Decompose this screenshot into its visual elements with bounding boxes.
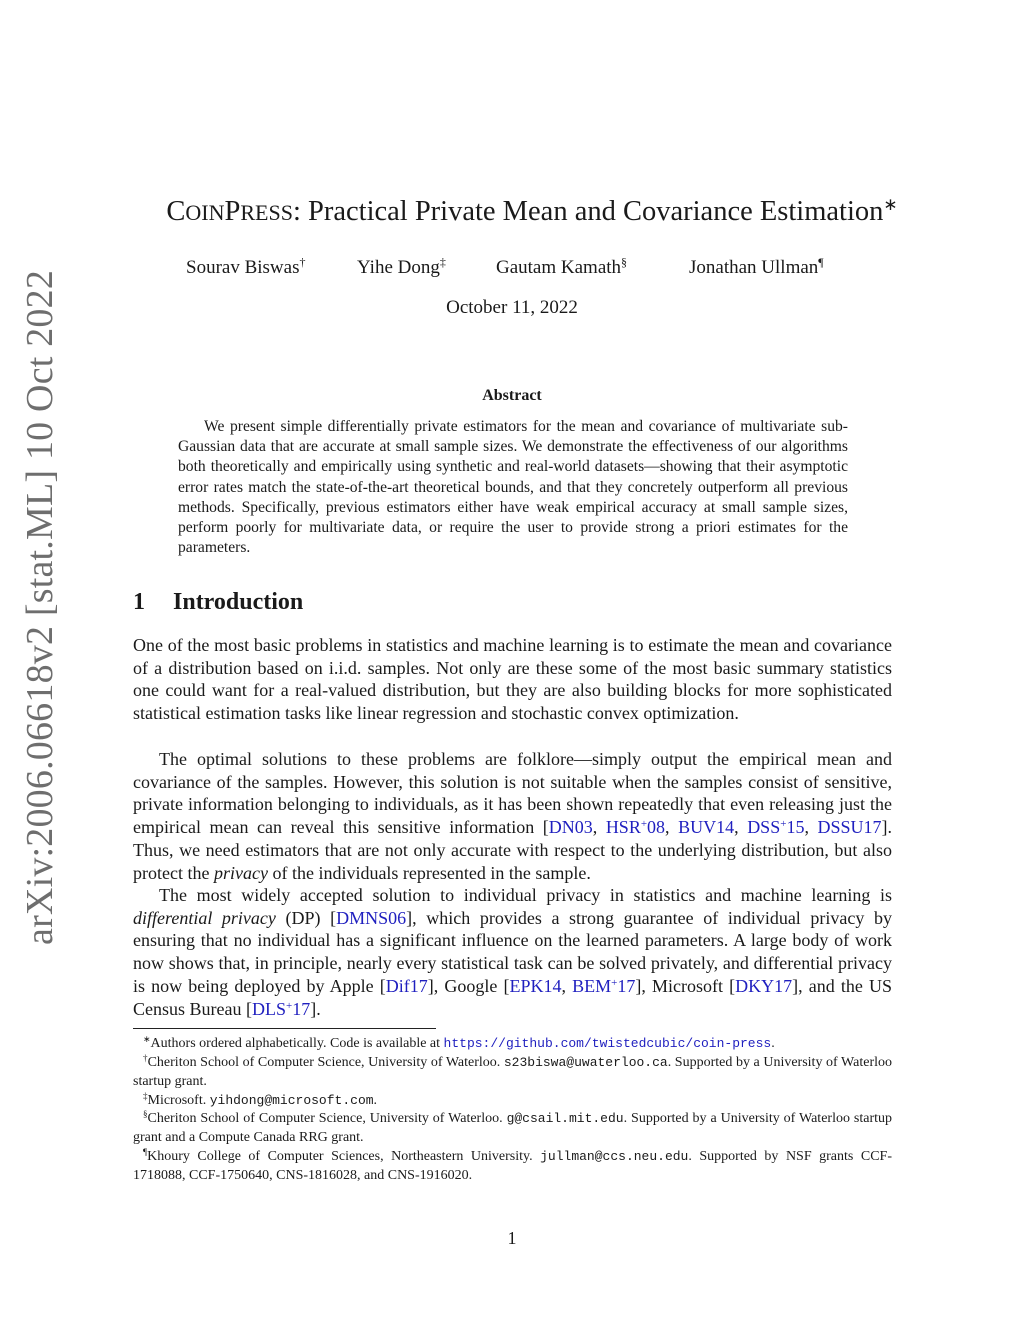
author-jonathan-ullman: [689, 257, 824, 279]
citation-hsr08[interactable]: [606, 817, 665, 837]
paragraph-text: of the individuals represented in the sample.: [267, 862, 591, 883]
footnote-mark: †: [143, 1053, 148, 1063]
footnote-text: Authors ordered alphabetically. Code is available at: [150, 1036, 444, 1051]
paragraph-text: ], Microsoft [: [635, 975, 736, 996]
footnote-text: Cheriton School of Computer Science, University of Waterloo.: [147, 1055, 504, 1070]
author-sourav-biswas: [186, 257, 305, 279]
footnote-3: [133, 1092, 892, 1111]
author-mark: ¶: [818, 255, 824, 269]
citation-dssu17[interactable]: DSSU17: [817, 817, 882, 838]
emphasis-differential-privacy: differential privacy: [133, 907, 276, 928]
paper-title: [0, 196, 1024, 228]
arxiv-identifier-stamp: arXiv:2006.06618v2 [stat.ML] 10 Oct 2022: [19, 269, 61, 945]
footnote-divider: [133, 1028, 436, 1029]
footnote-mark: ¶: [143, 1147, 148, 1157]
footnote-mark: ‡: [143, 1091, 148, 1101]
title-smallcaps-oin: OIN: [185, 200, 225, 225]
citation-bem17[interactable]: [572, 976, 635, 996]
citation-epk14[interactable]: EPK14: [509, 975, 562, 996]
author-email: s23biswa@uwaterloo.ca: [503, 1055, 668, 1070]
author-mark: †: [299, 255, 306, 269]
citation-text: DLS: [251, 998, 286, 1019]
citation-dss15[interactable]: [747, 817, 804, 837]
citation-sup: +: [286, 999, 293, 1012]
citation-text: 17: [617, 975, 636, 996]
abstract-body: We present simple differentially private estimators for the mean and covariance of multivariate sub-Gaussian data that are accurate at small sample sizes. We demonstrate the effectiveness of our algorithms both theoretically and empirically using synthetic and real-world datasets—showing that their asymptotic error rates match the state-of-the-art theoretical bounds, and that they concretely outperform all previous methods. Specifically, previous estimators either have weak empirical accuracy at small sample sizes, perform poorly for multivariate data, or require the user to provide strong a priori estimates for the parameters.: [178, 418, 848, 557]
paper-date: October 11, 2022: [446, 297, 578, 318]
footnote-5: [133, 1148, 892, 1185]
code-repository-link[interactable]: https://github.com/twistedcubic/coin-press: [443, 1036, 772, 1051]
footnote-mark: ∗: [143, 1034, 151, 1044]
abstract-heading: Abstract: [482, 387, 542, 404]
citation-text: 08: [647, 817, 666, 838]
footnote-text: Khoury College of Computer Sciences, Northeastern University.: [147, 1149, 541, 1164]
citation-text: HSR: [605, 817, 641, 838]
paragraph-text: (DP) [: [275, 907, 337, 928]
citation-sup: +: [780, 818, 787, 831]
author-name: Yihe Dong: [357, 257, 440, 278]
citation-buv14[interactable]: BUV14: [678, 817, 735, 838]
title-smallcaps-ress: RESS: [240, 200, 293, 225]
footnote-text: . Supported by a University of Waterloo startup grant and a Compute Canada RRG grant.: [133, 1111, 893, 1145]
citation-dls17[interactable]: [252, 999, 310, 1019]
footnote-1: [133, 1035, 892, 1054]
section-heading: [133, 589, 303, 616]
citation-sup: +: [640, 818, 648, 831]
intro-paragraph-2: [133, 748, 892, 884]
footnote-text: .: [771, 1036, 775, 1051]
paragraph-text: ].: [310, 998, 321, 1019]
title-smallcaps-c: C: [166, 196, 186, 227]
title-text: : Practical Private Mean and Covariance Estimation: [292, 196, 884, 227]
intro-paragraph-1: One of the most basic problems in statistics and machine learning is to estimate the mean and covariance of a distribution based on i.i.d. samples. Not only are these some of the most basic summary statistics one could want for a real-valued distribution, but they are also building blocks for more sophisticated statistical estimation tasks like linear regression and stochastic convex optimization.: [133, 635, 892, 724]
footnote-text: .: [373, 1093, 378, 1108]
paragraph-text: ], Google [: [427, 975, 510, 996]
author-yihe-dong: [357, 257, 446, 279]
paragraph-text: ], which provides a strong guarantee of individual privacy by ensuring that no individual has a significant influence on the learned parameters. A large body of work now shows that, in principle, nearly every statistical task can be solved privately, and differential privacy is now being deployed by Apple [: [133, 907, 892, 996]
footnote-4: [133, 1110, 892, 1147]
citation-separator: ,: [665, 817, 679, 838]
author-gautam-kamath: [496, 257, 627, 279]
citation-dn03[interactable]: DN03: [548, 817, 593, 838]
intro-paragraph-3: [133, 884, 892, 1020]
title-smallcaps-p: P: [224, 196, 241, 227]
author-name: Sourav Biswas: [186, 257, 300, 278]
citation-text: DSS: [747, 817, 781, 838]
author-name: Jonathan Ullman: [689, 257, 819, 278]
emphasis-privacy: privacy: [213, 862, 268, 883]
author-email: g@csail.mit.edu: [506, 1111, 624, 1126]
author-mark: §: [621, 255, 628, 269]
citation-dif17[interactable]: Dif17: [385, 975, 428, 996]
paragraph-text: The optimal solutions to these problems are folklore—simply output the empirical mean and covariance of the samples. However, this solution is not suitable when the samples consist of sensitive, private information belonging to individuals, as it has been shown repeatedly that even releasing just the empirical mean can reveal this sensitive information [: [133, 749, 892, 838]
citation-separator: ,: [592, 817, 606, 838]
author-email: jullman@ccs.neu.edu: [540, 1149, 689, 1164]
footnote-text: Microsoft.: [147, 1093, 210, 1108]
section-title: Introduction: [173, 589, 304, 615]
page-number: 1: [507, 1228, 517, 1248]
citation-separator: ,: [561, 975, 573, 996]
paragraph-text: ], and the US Census Bureau [: [133, 975, 893, 1019]
author-name: Gautam Kamath: [496, 257, 622, 278]
footnote-mark: §: [143, 1109, 148, 1119]
citation-text: BEM: [572, 975, 612, 996]
citation-text: 17: [292, 998, 311, 1019]
citation-dmns06[interactable]: DMNS06: [336, 907, 407, 928]
citation-separator: ,: [804, 817, 818, 838]
title-footnote-mark: ∗: [883, 195, 898, 214]
footnote-text: Cheriton School of Computer Science, University of Waterloo.: [147, 1111, 507, 1126]
footnote-text: . Supported by a University of Waterloo startup grant.: [133, 1055, 892, 1089]
section-number: 1: [133, 589, 145, 615]
paragraph-text: ]. Thus, we need estimators that are not only accurate with respect to the underlying distribution, but also protect the: [133, 817, 893, 883]
author-email: yihdong@microsoft.com: [209, 1093, 374, 1108]
citation-separator: ,: [734, 817, 748, 838]
citation-text: 15: [786, 817, 805, 838]
citation-dky17[interactable]: DKY17: [735, 975, 793, 996]
paragraph-text: The most widely accepted solution to individual privacy in statistics and machine learning is: [159, 885, 892, 905]
footnote-2: [133, 1054, 892, 1091]
footnote-text: . Supported by NSF grants CCF-1718088, CCF-1750640, CNS-1816028, and CNS-1916020.: [133, 1149, 892, 1183]
citation-sup: +: [611, 976, 618, 989]
author-mark: ‡: [439, 255, 446, 269]
